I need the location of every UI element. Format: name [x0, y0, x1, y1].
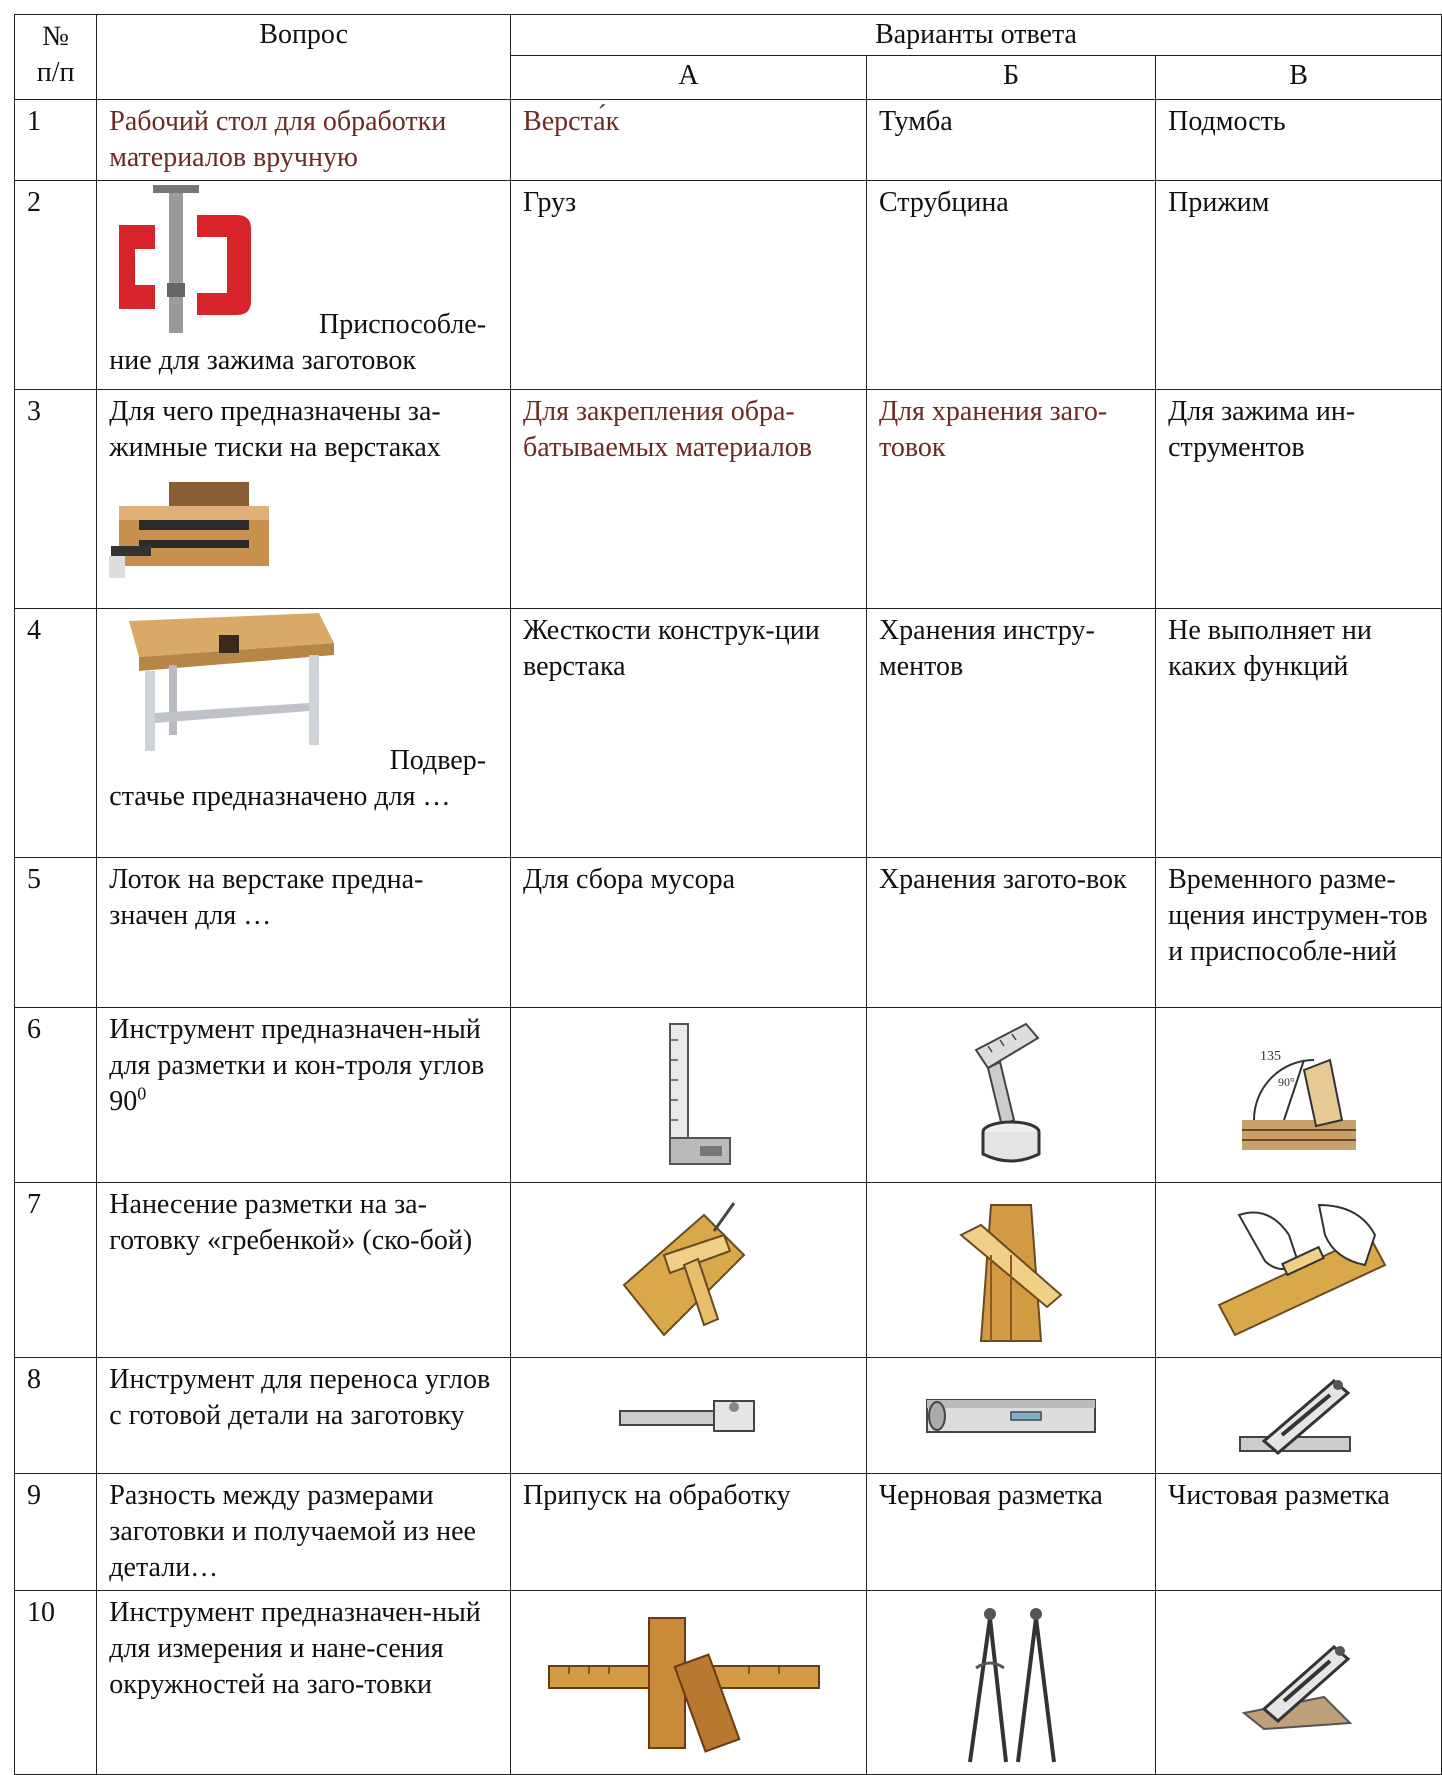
question-cell [97, 1008, 511, 1183]
table-row [15, 609, 1442, 858]
row-number: 2 [15, 181, 97, 390]
answer-b: Струбцина [866, 181, 1155, 390]
row-number: 5 [15, 858, 97, 1008]
question-text: Разность между размерами заготовки и получаемой из нее детали… [97, 1474, 511, 1591]
answer-a-cell [511, 1591, 867, 1775]
answer-a-cell [511, 1008, 867, 1183]
question-cell [97, 609, 511, 858]
row-number: 4 [15, 609, 97, 858]
spirit-level-image [921, 1386, 1101, 1446]
answer-b-cell [866, 1358, 1155, 1474]
table-row [15, 181, 1442, 390]
row-number: 8 [15, 1358, 97, 1474]
answer-c-cell [1156, 1183, 1442, 1358]
table-row [15, 1474, 1442, 1591]
row-number: 6 [15, 1008, 97, 1183]
answer-c: Временного разме-щения инструмен-тов и приспособле-ний [1156, 858, 1442, 1008]
answer-c: Подмость [1156, 100, 1442, 181]
answer-b-cell [866, 1008, 1155, 1183]
answer-c: Для зажима ин-струментов [1156, 390, 1442, 609]
question-text: Лоток на верстаке предна-значен для … [97, 858, 511, 1008]
question-cell [97, 390, 511, 609]
answer-b: Для хранения заго-товок [866, 390, 1155, 609]
square-ruler-image [644, 1020, 734, 1170]
compass-dividers-image [956, 1598, 1066, 1768]
question-caption-2: ние для зажима заготовок [109, 345, 416, 376]
answer-c: Прижим [1156, 181, 1442, 390]
protractor-cup-image [966, 1020, 1056, 1170]
answer-c-cell [1156, 1358, 1442, 1474]
answer-b: Черновая разметка [866, 1474, 1155, 1591]
question-caption-1: Приспособле- [319, 309, 487, 340]
table-row [15, 390, 1442, 609]
answer-c: Не выполняет ни каких функций [1156, 609, 1442, 858]
answer-b: Хранения загото-вок [866, 858, 1155, 1008]
answer-a: Для сбора мусора [511, 858, 867, 1008]
question-text: Для чего предназначены за-жимные тиски на верстаках [109, 396, 441, 463]
header-question: Вопрос [97, 15, 511, 100]
header-answers: Варианты ответа [511, 15, 1442, 56]
answer-a: Для закрепления обра-батываемых материалов [511, 390, 867, 609]
table-row [15, 1183, 1442, 1358]
row-number: 10 [15, 1591, 97, 1775]
workbench-image [109, 613, 339, 753]
header-col-a: А [511, 56, 867, 100]
answer-a: Припуск на обработку [511, 1474, 867, 1591]
question-text: Инструмент предназначен-ный для разметки и кон-троля углов 90 [109, 1014, 485, 1117]
answer-a-cell [511, 1358, 867, 1474]
svg-text:90°: 90° [1277, 1075, 1295, 1089]
answer-b: Хранения инстру-ментов [866, 609, 1155, 858]
table-row [15, 1358, 1442, 1474]
svg-text:135: 135 [1259, 1049, 1281, 1064]
header-col-b: Б [866, 56, 1155, 100]
question-text: Рабочий стол для обработки материалов вручную [97, 100, 511, 181]
question-cell [97, 181, 511, 390]
answer-a: Груз [511, 181, 867, 390]
angle-gauge-image [1234, 1030, 1364, 1160]
header-number [15, 15, 97, 100]
question-text: Нанесение разметки на за-готовку «гребенкой» (ско-бой) [97, 1183, 511, 1358]
table-row [15, 100, 1442, 181]
answer-b-cell [866, 1183, 1155, 1358]
question-caption-1: Подвер- [389, 745, 487, 776]
header-col-c: В [1156, 56, 1442, 100]
answer-c: Чистовая разметка [1156, 1474, 1442, 1591]
row-number: 3 [15, 390, 97, 609]
answer-a-cell [511, 1183, 867, 1358]
answer-c-cell [1156, 1591, 1442, 1775]
marking-gauge-b-image [951, 1195, 1071, 1345]
answer-b: Тумба [866, 100, 1155, 181]
header-number-line1: № [42, 21, 69, 52]
question-text: Инструмент предназначен-ный для измерения и нане-сения окружностей на заго-товки [97, 1591, 511, 1775]
row-number: 7 [15, 1183, 97, 1358]
marking-gauge-a-image [614, 1195, 764, 1345]
folding-rule-image [539, 1608, 839, 1758]
question-caption-2: стачье предназначено для … [109, 781, 451, 812]
row-number: 9 [15, 1474, 97, 1591]
bevel-image [1234, 1371, 1364, 1461]
question-text: Инструмент для переноса углов с готовой детали на заготовку [97, 1358, 511, 1474]
header-number-line2: п/п [36, 57, 75, 88]
answer-c-cell [1156, 1008, 1442, 1183]
try-square-image [614, 1391, 764, 1441]
test-table [14, 14, 1442, 1775]
row-number: 1 [15, 100, 97, 181]
marking-hands-image [1209, 1195, 1389, 1345]
answer-a: Жесткости конструк-ции верстака [511, 609, 867, 858]
table-row [15, 858, 1442, 1008]
answer-b-cell [866, 1591, 1155, 1775]
table-row [15, 1591, 1442, 1775]
degree-superscript: 0 [137, 1083, 147, 1104]
bench-vise-image [109, 476, 279, 586]
table-row [15, 1008, 1442, 1183]
answer-a: Верста́к [511, 100, 867, 181]
bevel-gauge-image [1234, 1633, 1364, 1733]
